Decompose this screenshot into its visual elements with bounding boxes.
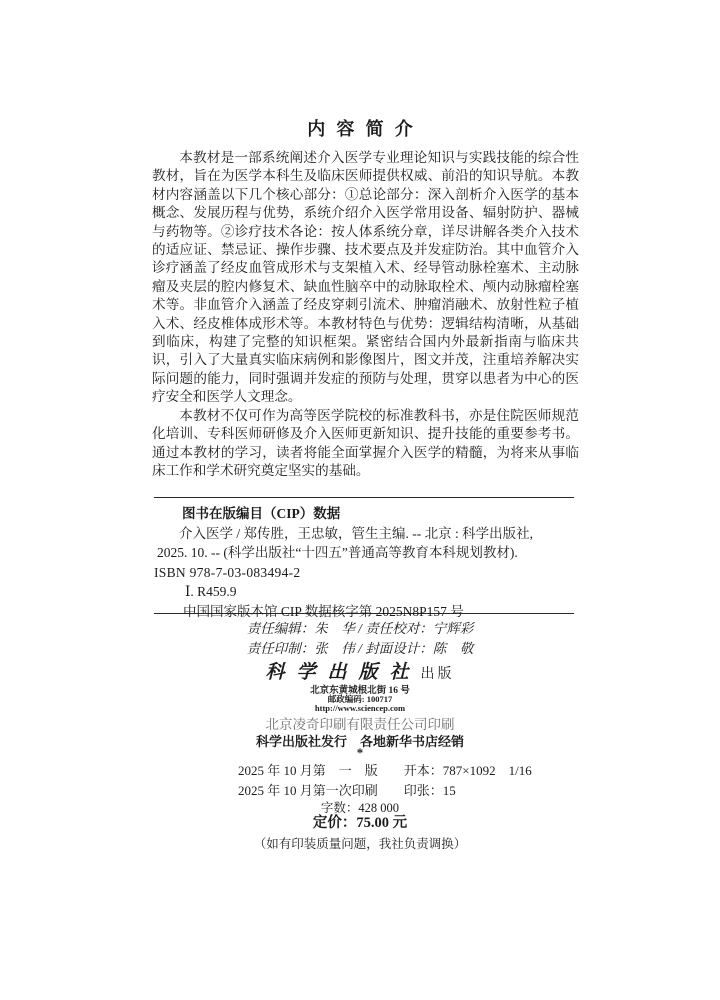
cip-line-classification: Ⅰ. R459.9 xyxy=(185,584,237,600)
intro-paragraph-1: 本教材是一部系统阐述介入医学专业理论知识与实践技能的综合性教材，旨在为医学本科生及临床医师提供权威、前沿的知识导航。本教材内容涵盖以下几个核心部分：①总论部分：深入剖析介入医学的基本概念、发展历程与优势，系统介绍介入医学常用设备、辐射防护、器械与药物等。②诊疗技术各论：按人体系统分章，详尽讲解各类介入技术的适应证、禁忌证、操作步骤、技术要点及并发症防治。其中血管介入诊疗涵盖了经皮血管成形术与支架植入术、经导管动脉栓塞术、主动脉瘤及夹层的腔内修复术、缺血性脑卒中的动脉取栓术、颅内动脉瘤栓塞术等。非血管介入涵盖了经皮穿刺引流术、肿瘤消融术、放射性粒子植入术、经皮椎体成形术等。本教材特色与优势：逻辑结构清晰，从基础到临床，构建了完整的知识框架。紧密结合国内外最新指南与临床共识，引入了大量真实临床病例和影像图片，图文并茂，注重培养解决实际问题的能力，同时强调并发症的预防与处理，贯穿以患者为中心的医疗安全和医学人文理念。 xyxy=(152,150,579,405)
separator-asterisk: * xyxy=(356,745,364,760)
edition-line: 2025 年 10 月第 一 版 开本：787×1092 1/16 xyxy=(238,763,532,778)
impression-line: 2025 年 10 月第一次印刷 印张：15 xyxy=(238,783,456,798)
staff-credits xyxy=(147,619,573,659)
cip-data-block xyxy=(154,497,574,619)
publisher-website: http://www.sciencep.com xyxy=(314,703,406,713)
quality-notice-line: （如有印装质量问题，我社负责调换） xyxy=(253,837,467,851)
distribution-line: 科学出版社发行 各地新华书店经销 xyxy=(255,734,464,749)
publisher-imprint-line xyxy=(147,657,573,684)
cip-line-isbn: ISBN 978-7-03-083494-2 xyxy=(154,564,301,580)
publisher-logo-text: 科学出版社 xyxy=(265,662,421,683)
intro-text xyxy=(152,149,579,480)
publisher-address: 北京东黄城根北街 16 号 xyxy=(310,686,410,696)
price-line: 定价：75.00 元 xyxy=(312,815,408,831)
cip-line-title-authors: 介入医学 / 郑传胜，王忠敏，管生主编. -- 北京 : 科学出版社, xyxy=(179,525,533,541)
printer-line: 北京凌奇印刷有限责任公司印刷 xyxy=(265,717,455,732)
page-title: 内容简介 xyxy=(307,119,424,139)
intro-paragraph-2: 本教材不仅可作为高等医学院校的标准教科书，亦是住院医师规范化培训、专科医师研修及介入医师更新知识、提升技能的重要参考书。通过本教材的学习，读者将能全面掌握介入医学的精髓，为将来从事临床工作和学术研究奠定坚实的基础。 xyxy=(152,407,579,478)
credit-line-print-design: 责任印制：张 伟 / 封面设计：陈 敬 xyxy=(246,641,474,656)
publish-label: 出版 xyxy=(420,667,455,682)
cip-heading: 图书在版编目（CIP）数据 xyxy=(182,506,341,521)
word-count-line: 字数：428 000 xyxy=(320,801,400,815)
publisher-postcode: 邮政编码: 100717 xyxy=(327,694,393,704)
credit-line-editors: 责任编辑：朱 华 / 责任校对：宁辉彩 xyxy=(246,621,474,636)
cip-line-registry-number: 中国国家版本馆 CIP 数据核字第 2025N8P157 号 xyxy=(183,603,464,619)
cip-line-series: 2025. 10. -- (科学出版社“十四五”普通高等教育本科规划教材). xyxy=(157,545,518,561)
edition-info xyxy=(238,761,532,801)
